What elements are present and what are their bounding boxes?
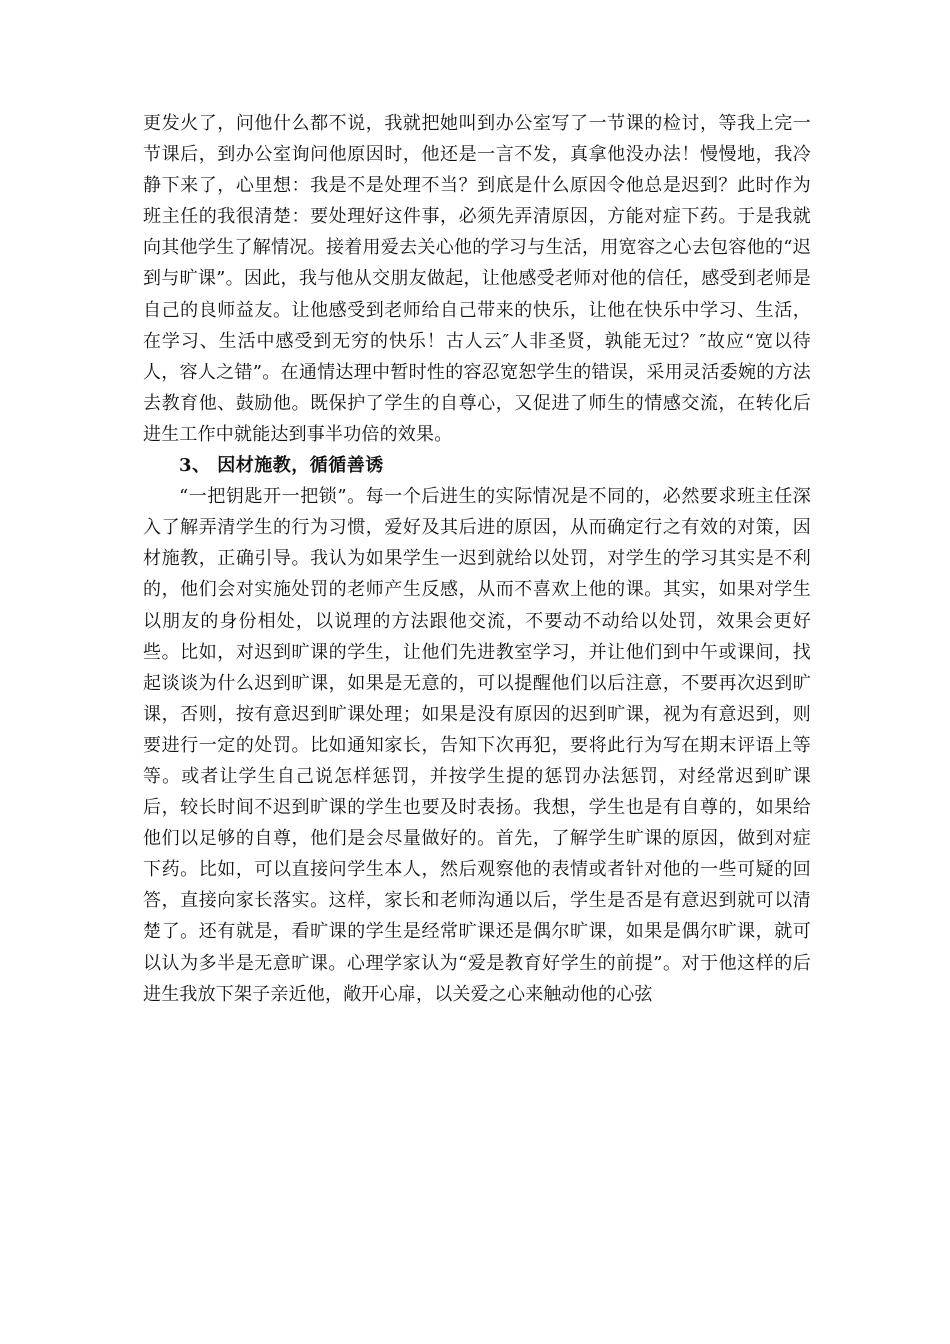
section-heading: 3、 因材施教，循循善诱 xyxy=(179,455,384,477)
document-body xyxy=(143,108,811,1010)
paragraph-section-3: “一把钥匙开一把锁”。每一个后进生的实际情况是不同的，必然要求班主任深入了解弄清学生的行为习惯，爱好及其后进的原因，从而确定行之有效的对策，因材施教，正确引导。我认为如果学生一迟到就给以处罚，对学生的学习其实是不利的，他们会对实施处罚的老师产生反感，从而不喜欢上他的课。其实，如果对学生以朋友的身份相处，以说理的方法跟他交流，不要动不动给以处罚，效果会更好些。比如，对迟到旷课的学生，让他们先进教室学习，并让他们到中午或课间，找起谈谈为什么迟到旷课，如果是无意的，可以提醒他们以后注意，不要再次迟到旷课，否则，按有意迟到旷课处理；如果是没有原因的迟到旷课，视为有意迟到，则要进行一定的处罚。比如通知家长，告知下次再犯，要将此行为写在期末评语上等等。或者让学生自己说怎样惩罚，并按学生提的惩罚办法惩罚，对经常迟到旷课后，较长时间不迟到旷课的学生也要及时表扬。我想，学生也是有自尊的，如果给他们以足够的自尊，他们是会尽量做好的。首先，了解学生旷课的原因，做到对症下药。比如，可以直接问学生本人，然后观察他的表情或者针对他的一些可疑的回答，直接向家长落实。这样，家长和老师沟通以后，学生是否是有意迟到就可以清楚了。还有就是，看旷课的学生是经常旷课还是偶尔旷课，如果是偶尔旷课，就可以认为多半是无意旷课。心理学家认为“爱是教育好学生的前提”。对于他这样的后进生我放下架子亲近他，敞开心扉，以关爱之心来触动他的心弦 xyxy=(143,486,811,1005)
paragraph-continued: 更发火了，问他什么都不说，我就把她叫到办公室写了一节课的检讨，等我上完一节课后，到办公室询问他原因时，他还是一言不发，真拿他没办法！慢慢地，我冷静下来了，心里想：我是不是处理不当？到底是什么原因令他总是迟到？此时作为班主任的我很清楚：要处理好这件事，必须先弄清原因，方能对症下药。于是我就向其他学生了解情况。接着用爱去关心他的学习与生活，用宽容之心去包容他的“迟到与旷课”。因此，我与他从交朋友做起，让他感受老师对他的信任，感受到老师是自己的良师益友。让他感受到老师给自己带来的快乐，让他在快乐中学习、生活，在学习、生活中感受到无穷的快乐！古人云″人非圣贤，孰能无过？″故应“宽以待人，容人之错”。在通情达理中暂时性的容忍宽恕学生的错误，采用灵活委婉的方法去教育他、鼓励他。既保护了学生的自尊心，又促进了师生的情感交流，在转化后进生工作中就能达到事半功倍的效果。 xyxy=(143,113,811,445)
